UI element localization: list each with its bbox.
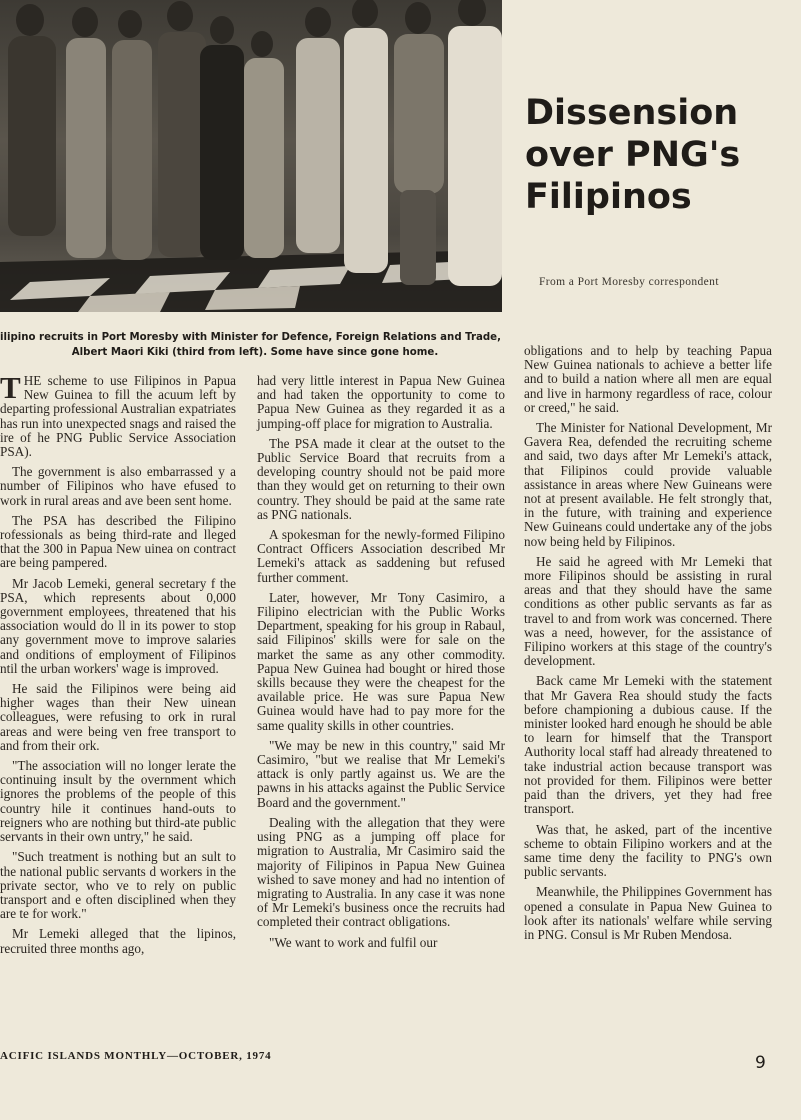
- paragraph-text: HE scheme to use Filipinos in Papua New Guinea to fill the acuum left by departing professional Australian expatriates has run into unexpected snags and raised the ire of he PNG Public Service Association PSA).: [0, 373, 236, 460]
- article-column-2: [257, 374, 505, 956]
- paragraph: Mr Lemeki alleged that the lipinos, recruited three months ago,: [0, 926, 236, 956]
- byline: From a Port Moresby correspondent: [539, 276, 719, 288]
- group-photo-illustration: [0, 0, 502, 312]
- paragraph: "We want to work and fulfil our: [269, 934, 438, 950]
- magazine-footer: ACIFIC ISLANDS MONTHLY—OCTOBER, 1974: [0, 1050, 272, 1062]
- article-photo: [0, 0, 502, 312]
- paragraph: "We may be new in this country," said Mr Casimiro, "but we realise that Mr Lemeki's attack is only partly against us. We are the pawns in his attacks against the Public Service Board and the government.": [257, 737, 505, 810]
- paragraph: The PSA has described the Filipino rofessionals as being third-rate and lleged that the 300 in Papua New uinea on contract are being pampered.: [0, 512, 236, 571]
- headline-line-1: Dissension: [525, 93, 739, 133]
- paragraph: "Such treatment is nothing but an sult to the national public servants d workers in the private sector, who ve to rely on public transport and e often disciplined when they are te for work.": [0, 849, 236, 922]
- paragraph: Later, however, Mr Tony Casimiro, a Filipino electrician with the Public Works Department, speaking for his group in Rabaul, said Filipinos' skills were for sale on the market the same as any other commodity. Papua New Guinea had bought or hired those skills because they were the cheapest for the available price. He was sure Papua New Guinea would have had to pay more for the same quality skills in other countries.: [257, 589, 505, 733]
- paragraph: The government is also embarrassed y a number of Filipinos who have efused to work in rural areas and ave been sent home.: [0, 464, 236, 508]
- paragraph: Was that, he asked, part of the incentive scheme to obtain Filipino workers and at the same time deny the facility to PNG's own public servants.: [524, 821, 772, 880]
- paragraph: He said the Filipinos were being aid higher wages than their New uinean colleagues, were refusing to ork in rural areas and were being ven free transport to and from their ork.: [0, 681, 236, 753]
- paragraph: He said he agreed with Mr Lemeki that more Filipinos should be assisting in rural areas and that they should have the same conditions as other public servants as far as travel to and from work was concerned. There was a need, however, for the assistance of Filipino workers at this stage of the country's development.: [524, 553, 772, 669]
- paragraph: "The association will no longer lerate the continuing insult by the overnment which ignores the problems of the people of this country hile it continues hand-outs to reigners who are nothing but third-ate public servants in their own untry," he said.: [0, 758, 236, 845]
- page-number: 9: [755, 1053, 766, 1073]
- headline-line-2: over PNG's: [525, 135, 741, 175]
- paragraph: Back came Mr Lemeki with the statement that Mr Gavera Rea should study the facts before championing a dubious cause. If the minister looked hard enough he should be able to learn for himself that the Transport Authority local staff had already threatened to take industrial action because transport was not provided for them. Filipinos were better paid than the drivers, yet they had free transport.: [524, 673, 772, 817]
- paragraph: The Minister for National Development, Mr Gavera Rea, defended the recruiting scheme and said, two days after Mr Lemeki's attack, that Filipinos could provide valuable assistance in areas where New Guineans were not at present available. He felt strongly that, in the future, with training and experience New Guineans could undertake any of the jobs now being held by Filipinos.: [524, 420, 772, 549]
- paragraph: Mr Jacob Lemeki, general secretary f the PSA, which represents about 0,000 government employees, threatened that his association would do ll in its power to stop any government move to improve salaries and onditions of employment of Filipinos ntil the urban workers' wage is improved.: [0, 575, 236, 676]
- article-column-1: [0, 370, 236, 962]
- photo-caption: [0, 330, 510, 360]
- headline-line-3: Filipinos: [525, 177, 692, 217]
- paragraph: The PSA made it clear at the outset to the Public Service Board that recruits from a developing country should not be paid more than they would get on returning to their own country. They should be paid at the same rate as PNG nationals.: [257, 435, 505, 522]
- paragraph: [0, 370, 236, 460]
- paragraph: obligations and to help by teaching Papua New Guinea nationals to achieve a better life and to build a nation where all men are equal and live in harmony regardless of race, colour or creed," he said.: [524, 343, 772, 415]
- drop-cap: T: [0, 370, 21, 405]
- paragraph: Dealing with the allegation that they were using PNG as a jumping off place for migration to Australia, Mr Casimiro said the majority of Filipinos in Papua New Guinea wished to save money and had no intention of migrating to Australia. In any case it was none of Mr Lemeki's business once the recruits had completed their contract obligations.: [257, 814, 505, 930]
- caption-line-1: ilipino recruits in Port Moresby with Minister for Defence, Foreign Relations and Trade,: [0, 332, 501, 343]
- paragraph: Meanwhile, the Philippines Government has opened a consulate in Papua New Guinea to look after its nationals' welfare while serving in PNG. Consul is Mr Ruben Mendosa.: [524, 884, 772, 942]
- paragraph: had very little interest in Papua New Guinea and had taken the opportunity to come to Papua New Guinea as they regarded it as a jumping-off place for migration to Australia.: [257, 373, 505, 431]
- article-column-3: [524, 344, 772, 948]
- caption-line-2: Albert Maori Kiki (third from left). Some have since gone home.: [71, 347, 439, 358]
- paragraph: A spokesman for the newly-formed Filipino Contract Officers Association described Mr Lemeki's attack as saddening but refused further comment.: [257, 527, 505, 585]
- article-headline: [525, 92, 795, 218]
